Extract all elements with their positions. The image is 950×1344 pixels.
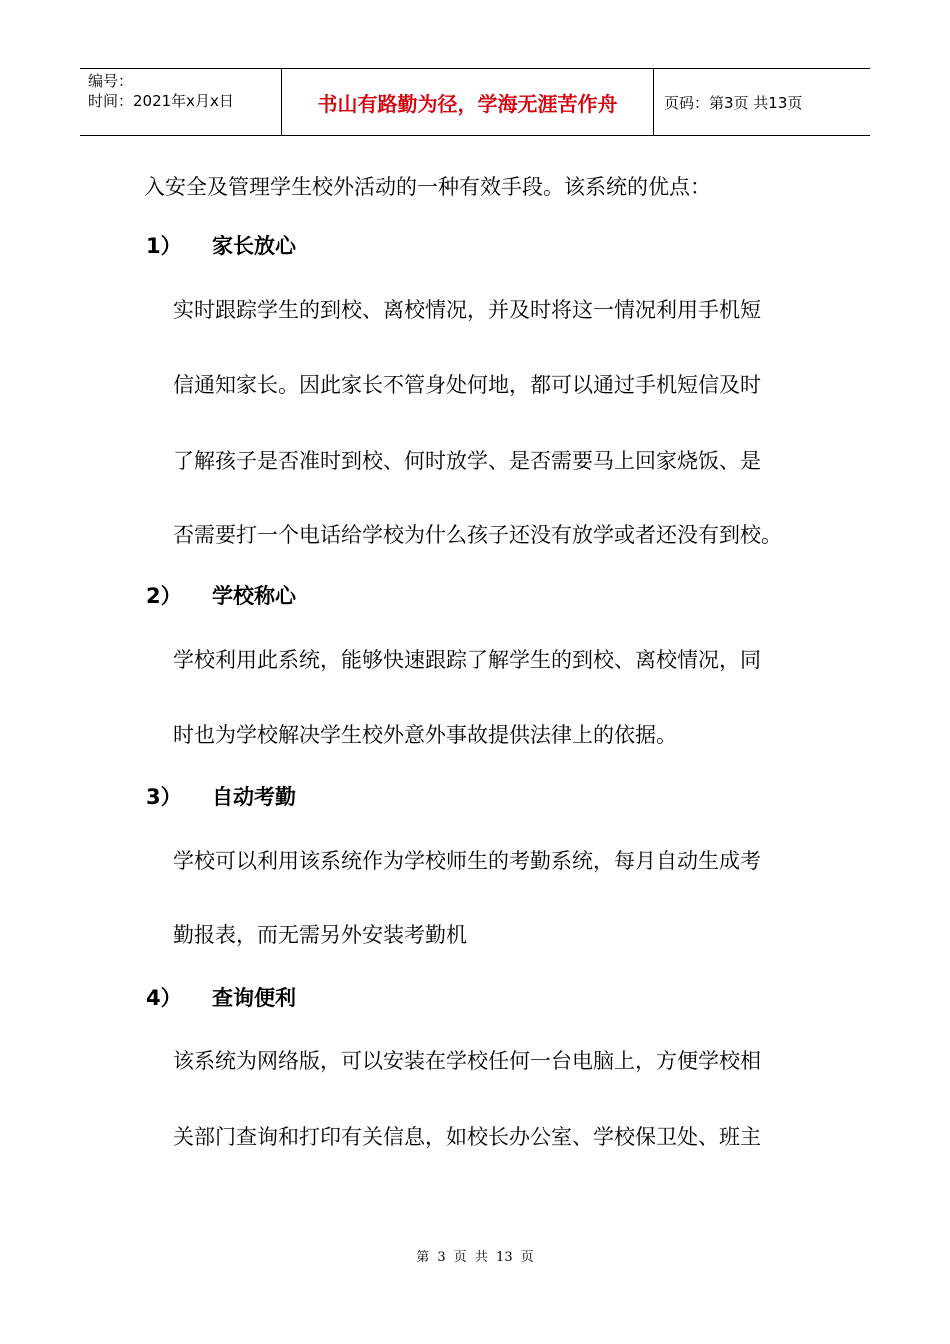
section-title: 家长放心 (212, 234, 296, 258)
section-number: 3） (146, 785, 182, 809)
paragraph-line: 勤报表，而无需另外安装考勤机 (173, 923, 467, 947)
header-page-info: 页码：第3页 共13页 (664, 93, 803, 112)
section-heading-3 (146, 782, 296, 812)
paragraph-line: 学校利用此系统，能够快速跟踪了解学生的到校、离校情况，同 (173, 648, 761, 672)
section-title: 查询便利 (212, 986, 296, 1010)
paragraph-line: 实时跟踪学生的到校、离校情况，并及时将这一情况利用手机短 (173, 298, 761, 322)
time-label: 时间：2021年x月x日 (88, 92, 234, 110)
paragraph-line: 了解孩子是否准时到校、何时放学、是否需要马上回家烧饭、是 (173, 449, 761, 473)
section-title: 自动考勤 (212, 785, 296, 809)
page-footer: 第 3 页 共 13 页 (416, 1250, 534, 1265)
number-label: 编号： (88, 72, 134, 90)
section-heading-4 (146, 983, 296, 1013)
paragraph-line: 学校可以利用该系统作为学校师生的考勤系统，每月自动生成考 (173, 849, 761, 873)
paragraph-line: 否需要打一个电话给学校为什么孩子还没有放学或者还没有到校。 (173, 523, 782, 547)
section-number: 2） (146, 584, 182, 608)
paragraph-line: 时也为学校解决学生校外意外事故提供法律上的依据。 (173, 723, 677, 747)
section-number: 4） (146, 986, 182, 1010)
section-heading-1 (146, 231, 296, 261)
page-header (80, 68, 870, 136)
paragraph-line: 关部门查询和打印有关信息，如校长办公室、学校保卫处、班主 (173, 1125, 761, 1149)
paragraph-line: 信通知家长。因此家长不管身处何地，都可以通过手机短信及时 (173, 373, 761, 397)
header-meta-cell (80, 69, 282, 135)
header-motto: 书山有路勤为径，学海无涯苦作舟 (282, 69, 654, 135)
section-heading-2 (146, 581, 296, 611)
section-title: 学校称心 (212, 584, 296, 608)
intro-line: 入安全及管理学生校外活动的一种有效手段。该系统的优点： (144, 175, 711, 199)
section-number: 1） (146, 234, 182, 258)
paragraph-line: 该系统为网络版，可以安装在学校任何一台电脑上，方便学校相 (173, 1049, 761, 1073)
